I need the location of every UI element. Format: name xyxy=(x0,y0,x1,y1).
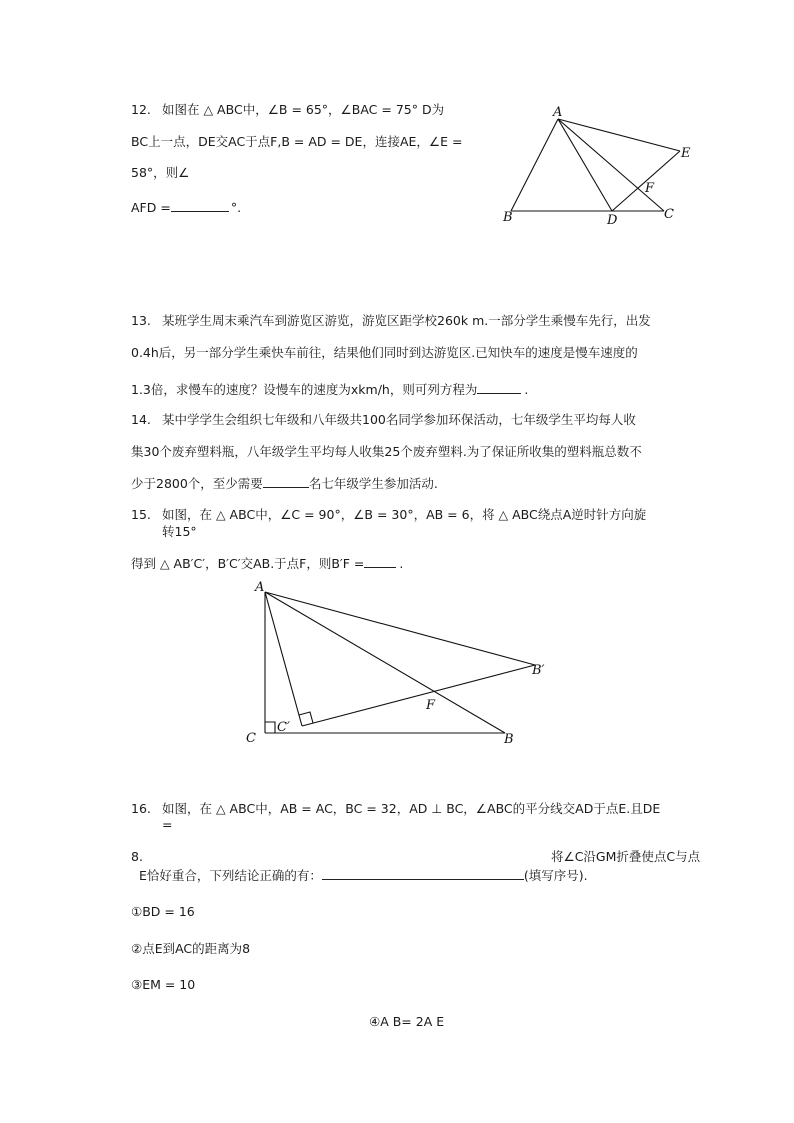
q15-line3-suffix: . xyxy=(399,556,404,571)
q15-line2: 转15° xyxy=(162,524,197,539)
q16-option-3: ③EM = 10 xyxy=(131,977,196,992)
q12-label-c: C xyxy=(664,207,674,222)
q16-option-1: ①BD = 16 xyxy=(131,904,195,919)
q16-line1: 如图，在 △ ABC中，AB = AC，BC = 32，AD ⊥ BC，∠ABC的平分线交AD于点E.且DE xyxy=(162,801,661,816)
q14-number: 14. xyxy=(131,412,151,427)
q12-line4-suffix: °. xyxy=(230,200,242,215)
q15-line3-prefix: 得到 △ AB′C′，B′C′交AB.于点F，则B′F = xyxy=(131,556,365,571)
q15-label-b: B xyxy=(504,732,514,747)
q15-segment-ab-prime xyxy=(265,592,535,665)
q16-answer-blank[interactable] xyxy=(322,866,524,880)
q13-line3-suffix: . xyxy=(524,382,529,397)
q15-label-f: F xyxy=(426,698,436,713)
q16-option-2: ②点E到AC的距离为8 xyxy=(131,941,251,956)
q12-number: 12. xyxy=(131,102,151,117)
q15-line1: 如图，在 △ ABC中，∠C = 90°，∠B = 30°，AB = 6，将 △ ABC绕点A逆时针方向旋 xyxy=(162,507,647,522)
q14-line3-suffix: 名七年级学生参加活动. xyxy=(308,476,438,491)
q15-segment-c-prime-b-prime xyxy=(302,665,535,726)
q12-label-f: F xyxy=(645,181,655,196)
q13-line2: 0.4h后，另一部分学生乘快车前往，结果他们同时到达游览区.已知快车的速度是慢车速度的 xyxy=(131,345,638,360)
q14-line1: 某中学学生会组织七年级和八年级共100名同学参加环保活动，七年级学生平均每人收 xyxy=(162,412,636,427)
q15-label-a: A xyxy=(255,580,265,595)
q16-line3-right: 将∠C沿GM折叠使点C与点 xyxy=(551,849,701,864)
q15-segment-ac-prime xyxy=(265,592,302,726)
q13-line1: 某班学生周末乘汽车到游览区游览，游览区距学校260k m.一部分学生乘慢车先行，出发 xyxy=(162,313,651,328)
q12-line1: 如图在 △ ABC中，∠B = 65°，∠BAC = 75° D为 xyxy=(162,102,445,117)
q16-line4-suffix: (填写序号). xyxy=(523,868,588,883)
q16-line4-prefix: E恰好重合，下列结论正确的有： xyxy=(139,868,322,883)
q12-line2: BC上一点，DE交AC于点F,B = AD = DE，连接AE，∠E = xyxy=(131,134,463,149)
q15-label-c-prime: C′ xyxy=(277,720,290,735)
q16-line3-left: 8. xyxy=(131,849,143,864)
q16-line2: = xyxy=(162,817,173,832)
q14-line2: 集30个废弃塑料瓶，八年级学生平均每人收集25个废弃塑料.为了保证所收集的塑料瓶总数不 xyxy=(131,444,642,459)
q12-line3: 58°，则∠ xyxy=(131,165,190,180)
q15-number: 15. xyxy=(131,507,151,522)
q12-line4-prefix: AFD = xyxy=(131,200,171,215)
q15-segment-ab xyxy=(265,592,505,733)
q13-number: 13. xyxy=(131,313,151,328)
q12-label-b: B xyxy=(503,210,513,225)
q15-label-b-prime: B′ xyxy=(532,663,545,678)
q13-line3-text: 1.3倍，求慢车的速度？设慢车的速度为xkm/h，则可列方程为 xyxy=(131,382,478,397)
q16-option-4: ④A B= 2A E xyxy=(369,1014,445,1029)
q15-right-angle-c xyxy=(265,722,275,733)
q12-label-d: D xyxy=(607,213,618,228)
q15-label-c: C xyxy=(246,731,256,746)
q16-line4 xyxy=(139,866,588,885)
q12-label-e: E xyxy=(681,146,691,161)
q14-line3-prefix: 少于2800个，至少需要 xyxy=(131,476,263,491)
q12-label-a: A xyxy=(553,105,563,120)
q16-number: 16. xyxy=(131,801,151,816)
